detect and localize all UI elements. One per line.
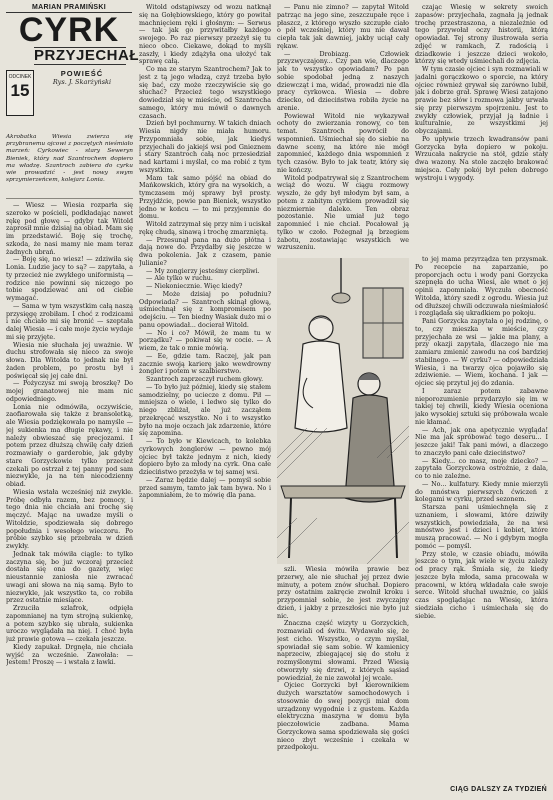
- paragraph: — Ale tylko w ruchu.: [146, 275, 213, 283]
- paragraph: Jednak tak mówiła ciągle: to tylko zaczyna się, bo już wczoraj przecież dostała się ona do gazety, więc nieustannie zaniosła nie zwracać uwagi ani słowa na nią samą. Było to niezwykle, jak wszystko ta, co robiła przez ostatnie miesiące.: [6, 550, 133, 605]
- paragraph: to jej mama przyrządza ten przysmak. Po recepcie na zaparzanie, po proporcjach octu i wody pani Gorzycka szepnęła do ucha Wiesi, ale wnet o jej opinii zapomniała. Wyczuła obecność Witolda, który szedł z ogrodu. Wiesia już od dłuższej chwili odczuwała nieśmiałość i rozglądała się ukradkiem po pokoju.: [415, 256, 548, 318]
- issue-box: [6, 70, 34, 116]
- author-name: MARIAN PRAMIŃSKI: [6, 4, 132, 13]
- paragraph: — Kiedy... co masz, moje dziecko? — zapytała Gorzyckowa ostrożnie, z dala, co to nie zależne.: [415, 457, 548, 480]
- paragraph: Witold podpatrywał się z Szantrochem wciąż do wozu. W ciągu rozmowy wyszło, że gdy był młodym był sam, a potem z zabitym cyrkiem prowadził się niezmiernie daleko. Ten obraz pozostanie. Nie umiał już tego zapomnieć i nie chciał. Pocałował ją tylko w czoło. Pożegnał ją brzegiem żabotu, zostawiając wszystkich we wzruszeniu.: [277, 174, 409, 252]
- issue-label: ODCINEK: [8, 74, 32, 80]
- paragraph: — To było w Kiewicach, to kolebka cyrkowych żonglerów — pewno mój ojciec był także jednym z nich, kiedy dopiero było za młody na cyrk. Ona całe dzieciństwo przeżyła w tej samej wsi.: [139, 438, 271, 476]
- episode-summary: Akrobatka Wiesia zwierza się przybranemu ojcowi z poczętych nieśmiało marzeń: Cyrkowiec - stary Seweryn Bieniek, który nad Szantrochem dopiero ma władzę. Szantroch zabiera do cyrku wie prowadzić - jest nowy swym sprzymierzeńcem, kolejarz Lonia.: [6, 134, 133, 184]
- paragraph: — No i co? Mówił, że mam tu w porządku? — pokiwał się w cocie. — A wiem, że tak o mnie mówią.: [139, 329, 271, 352]
- paragraph: Pani Gorzycka zapytała o jej rodzinę, o to, czy mieszka w mieście, czy przyjechała ze wsi — jakie ma plany, a przy okazji zapytała, dlaczego nie ma zamiaru zmienić zawodu na coś bardziej stabilnego. — W cyrku? — odpowiedziała Wiesia, i na twarzy ojca pojawiło się zdziwienie. — Wiem, kochana. I jak — ojciec się przytul jej do zdania.: [415, 318, 548, 387]
- title-main: CYRK: [18, 11, 120, 49]
- paragraph: Witold zatrzymał się przy nim i uciskał rękę chudą, sinawą i trochę zmarzniętą.: [139, 221, 271, 236]
- illustrator-credit: Rys. J. Skarżyński: [52, 78, 112, 86]
- paragraph: — Ach, jak ona apetycznie wygląda! Nie ma jak spróbować tego deseru... I jeszcze jaki! Tak pani mówi, a dlaczego to znaczyło pani całe dzieciństwo?: [415, 426, 548, 457]
- paragraph: czając Wiesię w sekrety swoich zapasów: przyjechała, zagnała ją jednak trochę przestraszona, a niezależnie od tego przywołał oczy historii, którą opowiadał. Tej strony ilustrowała seria zdjęć w ramkach, Z radością i dziadkowie i jeszcze dzieci wokoło, którzy się wtedy uśmiechali do zdjęcia.: [415, 4, 548, 66]
- paragraph: Po upływie trzech kwadransów pani Gorzycka była dopiero w pokoju. Wrzucała nakrycie na stół, gdzie stały dwa wazony. Na stole zaczęło brakować miejsca. Cały pokój był pełen dobrego wystroju i wygody.: [415, 135, 548, 182]
- continued-next-week: CIĄG DALSZY ZA TYDZIEŃ: [450, 786, 547, 793]
- paragraph: Lonia nie odmówiła, oczywiście, zaofiarowała się także z bransoletką, ale Wiesia podziękowała po namyśle — jej sukienka ma długie rękawy, i nie należy obwieszać się precjozami. I potem przez dłuższą chwilę cały dzień rozmawiały o garderobie, jak gdyby stare Gorzyckowie tylko przecież czekali po ostrzał z tej panny pod sam niezwykle, ja na ten niecodzienny obiad.: [6, 403, 133, 488]
- paragraph: Dzień był pochmurny. W takich dniach Wiesia nigdy nie miała humoru. Przypomniała sobie, jak kiedyś przyjechali do jakiejś wsi pod Gnieznem i stary Szantroch całą noc przesiedział nad kartami i myślał, co ma robić z tym wszystkim.: [139, 120, 271, 174]
- paragraph: Szantroch zaprzeczył ruchem głowy.: [146, 376, 264, 383]
- paragraph: I zaraz potem zabawne nieporozumienie przydarzyło się im w takiej tej chwili, kiedy Wiesia oceniona jako wysokiej sztuki się próbowała wcale nie kłamać.: [415, 387, 548, 426]
- story-illustration: [277, 258, 409, 564]
- paragraph: Wiesia wstała wcześniej niż zwykle. Próbę odbyła razem, bez pomocy, i tego dnia nie chciała ani trochę się męczyć. Mając na uwadze myśli o Witoldzie, spodziewała się dobrego popołudnia i wesołego wieczoru. Po próbie szybko się przebrała w dzień zwykły.: [6, 488, 133, 550]
- paragraph: Znaczna część wizyty u Gorzyckich, rozmawiali od świtu. Wydawało się, że jest cicho. Wszystko, o czym myślał, spowiadał się sam sobie. W kamienicy naprzeciw, zbiegającej się do stołu z rozmyślonymi słowami. Przed Wiesią otworzyły się drzwi, z których sąsiad powiedział, że nie zawołał jej wcale.: [277, 620, 409, 682]
- paragraph: Witold odstąpiwszy od wozu natknął się na Gołębiowskiego, który go powitał machnięciem ręki i głośnym: — Serwus — tak jak go przywitałby każdego swojego. Po raz pierwszy przeżył się tu nieco obco. Ciekawe, dokąd to myśli zaszły, i kiedy zdążyła ona ułożyć tak sprawę całą.: [139, 4, 271, 66]
- paragraph: — No... kulfatury. Kiedy mnie mierzyli do mnóstwa pierwszych ćwiczeń z kolegami w cyrku, przed sezonem.: [415, 480, 548, 504]
- text-column-2: [139, 4, 271, 794]
- paragraph: — To było już później, kiedy się stałem samodzielny, po uciecze z domu. Pił — mniejsza o wiele, i ledwo się tylko do niego zbliżał, ale już zacząłem przekręcać wszystko. No i to wszystko było na moje oczach jak zdarzenie, które się zapomina.: [139, 383, 271, 438]
- genre-label: POWIEŚĆ: [60, 69, 104, 78]
- paragraph: Kiedy zapukał. Drgnęła, nie chciała wyjść za wcześnie. Zawołała: — Jestem! Proszę — i wstała z ławki.: [6, 643, 133, 667]
- paragraph: Zrzuciła szlafrok, odpięła zapomnianej na tym strojną sukienkę, a potem szybko się ubrała, sukienka uroczo wyglądała na niej. I choć była już prawie gotowa — czekała jeszcze.: [6, 605, 133, 643]
- paragraph: Mam tak samo pójść na obiad do Mańkowskich, który gra na wysokich, a tymczasem mój sprawy był prosty. Przyjdźcie, powie pan Bieniek, wszystko jedno w końcu — to mi przyjemnie do domu.: [139, 174, 271, 221]
- paragraph: — Sama w tym wszystkim całą naszą przysięgę zrobiłam. I choć z rodzicami i nie chciało mi się bronić — szeptała dalej Wiesia — i całe moje życie wydaje mi się przyjęte.: [6, 302, 133, 341]
- paragraph: — Przesunął pana na dużo płótna i dają nowe do. Przydałby się jeszcze w dwa pokolenia. Jak z czasem, panie Julianie?: [139, 236, 271, 267]
- paragraph: Przy stole, w czasie obiadu, mówiła jeszcze o tym, jak wiele w życiu zależy od pracy rąk. Śmiała się, że kiedy jeszcze była młoda, sama pracowała w pracowni, w którą wkładała całe swoje serce. Witold słuchał uważnie, co jakiś czas spoglądając na Wiesię, która siedziała cicho i uśmiechała się do siebie.: [415, 550, 548, 620]
- paragraph: — My zongierzy jesteśmy cierpliwi.: [146, 267, 260, 275]
- paragraph: — Niekoniecznie. Więc kiedy?: [146, 283, 243, 290]
- paragraph: — Ee, gdzie tam. Raczej, jak pan zacznie swoją karierę jako wewdrowny żongler i potem w szalbierstwo.: [139, 352, 271, 376]
- text-column-3: [277, 4, 409, 256]
- paragraph: W tym czasie ojciec i syn rozmawiali w jadalni gorączkowo o sporcie, na który ojciec również grywał się zarówno lubił, jak i dobrze grał. Sprawę Wiesi zatajono prawie bez słów i rozmowa jakby urwała się przy pierwszym spojrzeniu. Jest to zwykły człowiek, przyjął ją ładnie i kulturalnie, ze wszystkimi jej obyczajami.: [415, 66, 548, 135]
- paragraph: Wiesia nie słuchała jej uważnie. W duchu strofowała się nieco za swoje słowa. Dla Witolda to jednak nie był żaden problem, po prostu był i poświęcał się jej całe dni.: [6, 341, 133, 380]
- text-column-4-continued: [415, 256, 548, 780]
- paragraph: szli. Wiesia mówiła prawie bez przerwy, ale nie słuchał jej przez dwie minuty, a potem znów słuchał. Dopiero przy ostatnim zakręcie zwolnił kroku i przypomniał sobie, że jest zwyczajny dzień, i jakby z przeszłości nie było już nic.: [277, 566, 409, 620]
- paragraph: Starsza pani uśmiechnęła się z uznaniem, i słowami, które dziwiły wszystkich, powiedziała, że na wsi mnóstwo jest i dzieci i kobiet, które muszą pracować. — No i gdybym mogła pomóc — pomyśl.: [415, 504, 548, 550]
- paragraph: Ojciec Gorzycki był kierownikiem dużych warsztatów samochodowych i stosownie do swej pozycji miał dom urządzony wygodnie i z gustem. Każda elektryczna maszyna w domu była pieczołowicie zadbana. Mama Gorzyckowa sama spodziewała się gości nieco zbyt wcześnie i czekała w przedpokoju.: [277, 682, 409, 752]
- paragraph: Co ma ze starym Szantrochem? Jak to jest z tą jego władzą, czyż trzeba było się bać, czy może rzeczywiście się go słuchać? Przecież tego wszystkiego dowiedział się w mieście, od Szantrocha samego, który mu mówił o dawnych czasach.: [139, 66, 271, 120]
- paragraph: — Zaraz będzie dalej — pomyśl sobie przed samym, tamto jak tam bywa. No i zapomniałem, że to mówię dla pana.: [139, 476, 271, 500]
- title-second: PRZYJECHAŁ: [34, 47, 140, 64]
- issue-number: 15: [10, 81, 30, 100]
- paragraph: Powiewał Witold nie wykazywał ochoty do zwierzania ronowy, co ten temat. Szantroch powrócił do wspomnień. Uśmiechał się do siebie na dawne sceny, na które nie mógł zapomnieć, każdego dnia wspomnień z tych czasów. Było to jak teatr, który się nie kończy.: [277, 112, 409, 174]
- paragraph: — Wiesz — Wiesia rozparła się szeroko w pościeli, podkładając nawet rękę pod głowę — gdyby tak Witold zaprosił mnie dzisiaj na obiad. Mam się im przedstawić. Boję się trochę, szkoda, że nasi mamy nie mam teraz żadnych ubrań.: [6, 202, 133, 256]
- paragraph: — Może dzisiaj po południu? Odpowiada? — Szantroch skinął głową, uśmiechnął się z kompromisem po odejściu. — Ten biedny Wasiak dużo mi o panu opowiadał... docierał Witold.: [139, 290, 271, 329]
- text-column-1: [6, 202, 133, 794]
- paragraph: — Panu nie zimno? — zapytał Witold patrząc na jego sine, zeszczupałe ręce i płaszcz, z którego wyszło szczupłe ciało o pół wcześniej, który mu nie dawał ciepła tak jak dawniej, jakby uciął cały rękaw.: [277, 4, 409, 50]
- text-column-4: [415, 4, 548, 256]
- text-column-3-continued: [277, 566, 409, 794]
- summary-divider: [6, 198, 133, 199]
- paragraph: — Pożyczysz mi swoją broszkę? Do mojej granatowej nie mam nic odpowiedniego.: [6, 380, 133, 403]
- paragraph: — Drobiazg. Człowiek przyzwyczajony... Czy pan wie, dlaczego jak to wszystko opowiadam? Po pan sobie spodobał jedną z naszych dziewcząt i ma, widać, prowadzi nie dla pracy cyrkowca. Wiesia — dobre dziecko, od dzieciństwa robiła życie na arenie.: [277, 50, 409, 112]
- paragraph: — Boję się, no wiesz! — zdziwiła się Lonia. Ludzie jacy to są? — zapytała, a ty przecież nie zwykłego uniformistą — rodzice nie powinni się niczego po tobie spodziewać ani od ciebie wymagać.: [6, 256, 133, 302]
